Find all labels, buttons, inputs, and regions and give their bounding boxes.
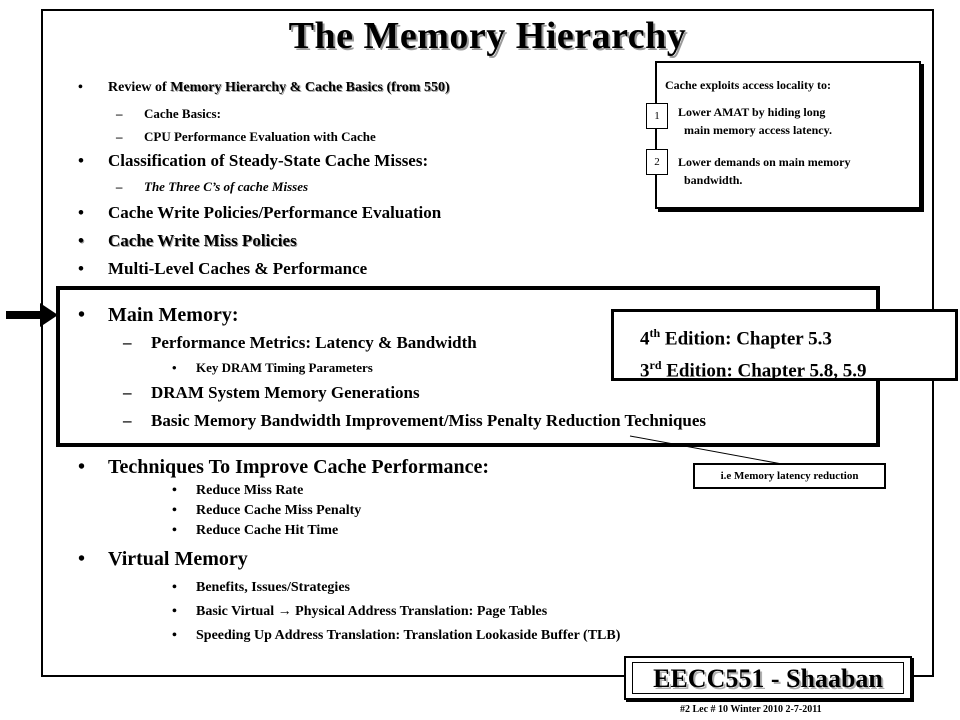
outline-item-write-miss: • Cache Write Miss Policies [78, 231, 297, 250]
virtual-memory-item: • Benefits, Issues/Strategies [172, 580, 350, 595]
edition-4th: 4th Edition: Chapter 5.3 [640, 326, 832, 350]
outline-item-write-policies: • Cache Write Policies/Performance Evaluation [78, 203, 442, 222]
outline-sub-cpu-perf: – CPU Performance Evaluation with Cache [116, 129, 376, 144]
mm-sub-metrics: – Performance Metrics: Latency & Bandwidth [123, 333, 477, 352]
outline-sub-three-cs: – The Three C’s of cache Misses [116, 179, 309, 194]
outline-sub-cache-basics: – Cache Basics: [116, 106, 221, 121]
technique-item: • Reduce Cache Miss Penalty [172, 503, 362, 518]
locality-point-1a: Lower AMAT by hiding long [678, 105, 826, 119]
latency-note-box: i.e Memory latency reduction [693, 463, 886, 489]
virtual-memory-heading: • Virtual Memory [78, 548, 248, 570]
locality-heading: Cache exploits access locality to: [665, 78, 831, 92]
slide-footer: #2 Lec # 10 Winter 2010 2-7-2011 [680, 704, 822, 715]
virtual-memory-item: • Basic Virtual → Physical Address Translation: Page Tables [172, 604, 548, 619]
technique-item: • Reduce Cache Hit Time [172, 523, 339, 538]
mm-sub-dram-timing: • Key DRAM Timing Parameters [172, 360, 373, 375]
edition-3rd: 3rd Edition: Chapter 5.8, 5.9 [640, 358, 867, 382]
outline-item-classification: • Classification of Steady-State Cache Misses: [78, 151, 429, 170]
locality-point-1b: main memory access latency. [684, 123, 832, 137]
locality-point-2a: Lower demands on main memory [678, 155, 851, 169]
techniques-heading: • Techniques To Improve Cache Performance: [78, 456, 490, 478]
outline-item-review: • Review of Memory Hierarchy & Cache Basics (from 550) [78, 80, 450, 95]
number-badge-1: 1 [646, 103, 668, 129]
virtual-memory-item: • Speeding Up Address Translation: Translation Lookaside Buffer (TLB) [172, 628, 621, 643]
outline-item-multilevel: • Multi-Level Caches & Performance [78, 259, 368, 278]
course-badge [624, 656, 912, 700]
locality-point-2b: bandwidth. [684, 173, 743, 187]
course-badge-label: EECC551 - Shaaban [632, 662, 904, 694]
technique-item: • Reduce Miss Rate [172, 483, 304, 498]
main-memory-heading: • Main Memory: [78, 304, 239, 326]
edition-reference-box [611, 309, 958, 381]
mm-sub-dram-generations: – DRAM System Memory Generations [123, 383, 420, 402]
current-topic-arrow-icon [4, 300, 60, 330]
mm-sub-bandwidth: – Basic Memory Bandwidth Improvement/Miss Penalty Reduction Techniques [123, 411, 707, 430]
slide-title: The Memory Hierarchy [288, 15, 687, 57]
bullet-icon: • [78, 80, 83, 95]
number-badge-2: 2 [646, 149, 668, 175]
